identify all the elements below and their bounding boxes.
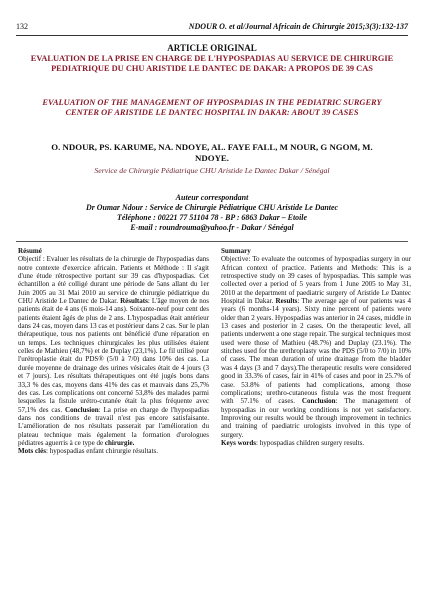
resume-conclusion-end: chirurgie. (104, 438, 135, 447)
resume-paragraph (18, 255, 209, 447)
resume-results: : L'âge moyen de nos patients était de 4 ans (6 mois-14 ans). Soixante-neuf pour cent des patients étaient âgés de plus de 2 ans. L'hypospadias était antérieur dans 24 cas, moyen dans 13 cas et postérieur dans 2 cas. Sur le plan thérapeutique, tous nos patients ont bénéficié d'une réparation en un temps. Les techniques chirurgicales les plus utilisées étaient celles de Mathieu (48,7%) et de Duplay (23,1%). Le fil utilisé pour l'urétroplastie était du PDS® (5/0 à 7/0) dans 10% des cas. La durée moyenne de drainage des urines vésicales était de 4 jours (3 et 7 jours). Les résultats thérapeutiques ont été jugés bons dans 33,3 % des cas, moyens dans 41% des cas et mauvais dans 25,7% des cas. Les complications ont concerné 53,8% des malades parmi lesquelles la fistule urétro-cutanée était la plus fréquente avec 57,1% des cas. (18, 297, 209, 414)
running-header (16, 22, 408, 34)
summary-conclusion: : The management of hypospadias in our working conditions is not yet satisfactory. Improving our results would be through improvement in technics and training of paediatric urologists involved in this type of surgery. (221, 397, 411, 439)
correspondence-address: Dr Oumar Ndour : Service de Chirurgie Pédiatrique CHU Aristide Le Dantec (86, 203, 338, 212)
summary-results-label: Results (275, 297, 298, 306)
correspondence-heading: Auteur correspondant (175, 193, 249, 202)
summary-column (221, 247, 411, 592)
resume-conclusion: : La prise en charge de l'hypospadias dans nos conditions de travail n'est pas encore satisfaisante. L'amélioration de nos résultats passerait par l'amélioration du plateau technique mais également la formation d'urologues pédiatres aguerris à ce type de (18, 405, 209, 447)
summary-keywords-text: : hypospadias children surgery results. (256, 438, 365, 447)
author-list: O. NDOUR, PS. KARUME, NA. NDOYE, AL. FAYE FALL, M NOUR, G NGOM, M. NDOYE. (51, 142, 373, 163)
affiliation: Service de Chirurgie Pédiatrique CHU Aristide Le Dantec Dakar / Sénégal (94, 166, 330, 175)
resume-keywords-text: : hypospadias enfant chirurgie résultats. (45, 447, 158, 456)
summary-heading: Summary (221, 247, 251, 255)
correspondence-email: E-mail : roundrouma@yahoo.fr - Dakar / Sénégal (130, 223, 294, 232)
resume-results-label: Résultats (120, 297, 148, 306)
resume-keywords (18, 447, 209, 455)
header-rule (16, 35, 408, 36)
resume-objective-methods: Objectif : Evaluer les résultats de la chirurgie de l'hypospadias dans notre contexte d'exercice africain. Patients et Méthode : Il s'agit d'une étude rétrospective portant sur 39 cas d'hypospadias. Cet échantillon a été colligé durant une période de 5ans allant du 1er Juin 2005 au 31 Mai 2010 au service de chirurgie pédiatrique du CHU Aristide Le Dantec de Dakar. (18, 255, 209, 306)
title-english: EVALUATION OF THE MANAGEMENT OF HYPOSPADIAS IN THE PEDIATRIC SURGERY CENTER OF ARISTIDE LE DANTEC HOSPITAL IN DAKAR: ABOUT 39 CASES (42, 98, 382, 117)
correspondence-block (20, 203, 404, 233)
summary-keywords (221, 439, 411, 447)
summary-results: : The average age of our patients was 4 years (6 months-14 years). Sixty nine percent of patients were older than 2 years. Hypospadias was anterior in 24 cases, middle in 13 cases and posterior in 2 cases. On the therapeutic level, all patients underwent a one stage repair. The surgical techniques most used were those of Mathieu (48.7%) and Duplay (23.1%). The stitches used for the urethroplasty was the PDS (5/0 to 7/0) in 10% of cases. The mean duration of urine drainage from the bladder was 4 days (3 and 7 days).The therapeutic results were considered good in 33.3% of cases, fair in 41% of cases and poor in 25.7% of case. 53.8% of patients had complications, among those complications; urethro-cutaneous fistula was the most frequent with 57.1% of cases. (221, 297, 411, 406)
summary-keywords-label: Keys words (221, 438, 257, 447)
correspondence-phone: Téléphone : 00221 77 51104 78 - BP : 6863 Dakar – Etoile (117, 213, 307, 222)
page-number: 132 (16, 22, 28, 31)
summary-objective-methods: Objective: To evaluate the outcomes of hypospadias surgery in our African context of practice. Patients and Methods: This is a retrospective study on 39 cases of hypospadias. This sample was collected over a period of 5 years from 1 June 2005 to May 31, 2010 at the department of paediatric surgery of Aristide Le Dantec Hospital in Dakar. (221, 255, 411, 306)
summary-conclusion-label: Conclusion (301, 397, 336, 406)
summary-paragraph (221, 255, 411, 439)
article-type: ARTICLE ORIGINAL (167, 43, 257, 53)
resume-keywords-label: Mots clés (18, 447, 46, 456)
resume-conclusion-label: Conclusion (64, 405, 99, 414)
running-title: NDOUR O. et al/Journal Africain de Chirurgie 2015;3(3):132-137 (188, 22, 408, 31)
title-french: EVALUATION DE LA PRISE EN CHARGE DE L'HYPOSPADIAS AU SERVICE DE CHIRURGIE PEDIATRIQUE DU CHU ARISTIDE LE DANTEC DE DAKAR: A PROPOS DE 39 CAS (30, 54, 394, 73)
resume-heading: Résumé (18, 247, 42, 255)
resume-column (18, 247, 209, 592)
section-rule (16, 241, 408, 242)
